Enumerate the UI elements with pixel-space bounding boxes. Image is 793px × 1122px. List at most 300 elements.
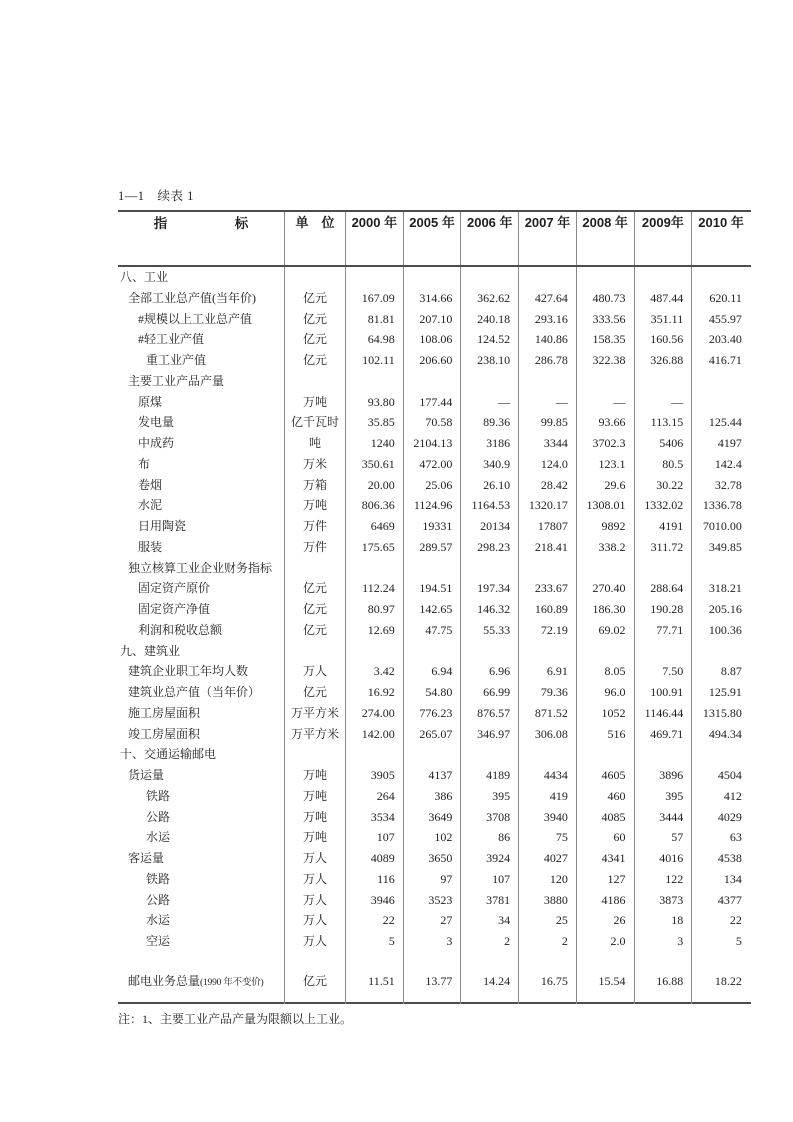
table-row — [118, 599, 751, 620]
value-cell: 66.99 — [461, 682, 519, 703]
indicator-cell: 公路 — [118, 807, 285, 828]
value-cell: 25 — [519, 910, 577, 931]
value-cell: 86 — [461, 827, 519, 848]
value-cell: 194.51 — [404, 578, 462, 599]
value-cell: — — [635, 392, 693, 413]
value-cell — [635, 558, 693, 579]
value-cell: 96.0 — [577, 682, 635, 703]
value-cell: 1124.96 — [404, 495, 462, 516]
value-cell: 100.36 — [708, 622, 742, 637]
value-cell: 6469 — [346, 516, 404, 537]
value-cell: 17807 — [519, 516, 577, 537]
indicator-cell: 八、工业 — [118, 267, 285, 288]
unit-cell: 亿元 — [285, 620, 346, 641]
header-year-2010: 2010 年 — [698, 215, 744, 230]
value-cell: 75 — [519, 827, 577, 848]
value-cell — [692, 558, 750, 579]
table-row — [118, 641, 751, 662]
value-cell: 186.30 — [577, 599, 635, 620]
value-cell: 620.11 — [709, 290, 742, 305]
value-cell: 350.61 — [346, 454, 404, 475]
value-cell: 5 — [735, 934, 742, 948]
unit-cell: 万吨 — [285, 495, 346, 516]
value-cell: 18.22 — [714, 973, 742, 988]
value-cell: 2 — [461, 931, 519, 952]
unit-cell: 亿千瓦时 — [285, 412, 346, 433]
value-cell: 4538 — [717, 851, 742, 865]
table-row — [118, 537, 751, 558]
value-cell: 11.51 — [346, 960, 404, 1004]
value-cell: 107 — [346, 827, 404, 848]
value-cell: 26.10 — [461, 475, 519, 496]
value-cell — [519, 267, 577, 288]
indicator-cell: 邮电业务总量(1990 年不变价) — [118, 960, 285, 1004]
unit-cell — [285, 371, 346, 392]
unit-cell: 亿元 — [285, 329, 346, 350]
header-indicator: 指 标 — [118, 212, 285, 265]
value-cell — [404, 952, 462, 960]
value-cell: 3880 — [519, 890, 577, 911]
table-row — [118, 827, 751, 848]
value-cell: 395 — [635, 786, 693, 807]
value-cell — [519, 371, 577, 392]
table-row — [118, 288, 751, 309]
value-cell: 22 — [729, 913, 742, 928]
value-cell: 3946 — [346, 890, 404, 911]
header-unit: 单 位 — [285, 212, 346, 265]
value-cell: 3940 — [519, 807, 577, 828]
value-cell: 6.96 — [461, 661, 519, 682]
indicator-cell: 固定资产净值 — [118, 599, 285, 620]
value-cell — [635, 952, 693, 960]
value-cell: 22 — [346, 910, 404, 931]
unit-cell: 万件 — [285, 537, 346, 558]
indicator-cell: 布 — [118, 454, 285, 475]
value-cell: 13.77 — [404, 960, 462, 1004]
indicator-cell: 水运 — [118, 910, 285, 931]
value-cell: 140.86 — [519, 329, 577, 350]
value-cell: 80.97 — [346, 599, 404, 620]
table-row — [118, 433, 751, 454]
value-cell: 876.57 — [461, 703, 519, 724]
unit-cell: 万吨 — [285, 807, 346, 828]
value-cell: 29.6 — [577, 475, 635, 496]
unit-cell: 万人 — [285, 910, 346, 931]
table-body — [118, 267, 751, 1002]
value-cell: 289.57 — [404, 537, 462, 558]
value-cell: 18 — [635, 910, 693, 931]
table-row — [118, 661, 751, 682]
value-cell: 776.23 — [404, 703, 462, 724]
value-cell: 34 — [461, 910, 519, 931]
unit-cell: 万平方米 — [285, 703, 346, 724]
value-cell: 298.23 — [461, 537, 519, 558]
table-row — [118, 744, 751, 765]
value-cell: 455.97 — [708, 311, 742, 326]
value-cell: 116 — [346, 869, 404, 890]
value-cell: 286.78 — [519, 350, 577, 371]
value-cell: 346.97 — [461, 724, 519, 745]
value-cell: 207.10 — [404, 309, 462, 330]
value-cell: 8.87 — [720, 664, 742, 679]
unit-cell: 万吨 — [285, 765, 346, 786]
table-row — [118, 267, 751, 288]
value-cell: 57 — [635, 827, 693, 848]
value-cell: 112.24 — [346, 578, 404, 599]
unit-cell: 万吨 — [285, 392, 346, 413]
value-cell — [577, 558, 635, 579]
value-cell: 4027 — [519, 848, 577, 869]
value-cell: 4089 — [346, 848, 404, 869]
value-cell: 80.5 — [635, 454, 693, 475]
value-cell — [461, 267, 519, 288]
value-cell: 5406 — [635, 433, 693, 454]
value-cell: 77.71 — [635, 620, 693, 641]
value-cell — [692, 744, 750, 765]
value-cell: 349.85 — [708, 539, 742, 554]
value-cell: 14.24 — [461, 960, 519, 1004]
table-row — [118, 620, 751, 641]
table-row — [118, 931, 751, 952]
value-cell: 20.00 — [346, 475, 404, 496]
indicator-cell: 十、交通运输邮电 — [118, 744, 285, 765]
header-year-2009: 2009年 — [635, 212, 693, 265]
value-cell — [692, 267, 750, 288]
value-cell — [461, 744, 519, 765]
value-cell: 5 — [346, 931, 404, 952]
value-cell: 3649 — [404, 807, 462, 828]
value-cell: 206.60 — [404, 350, 462, 371]
value-cell: 89.36 — [461, 412, 519, 433]
value-cell — [577, 371, 635, 392]
table-row — [118, 960, 751, 1002]
value-cell — [577, 267, 635, 288]
value-cell: 238.10 — [461, 350, 519, 371]
value-cell: 32.78 — [714, 477, 742, 492]
indicator-cell: 客运量 — [118, 848, 285, 869]
statistical-table — [118, 210, 751, 1004]
unit-cell: 亿元 — [285, 578, 346, 599]
value-cell: 124.52 — [461, 329, 519, 350]
indicator-cell: 独立核算工业企业财务指标 — [118, 558, 285, 579]
value-cell: 108.06 — [404, 329, 462, 350]
value-cell: 362.62 — [461, 288, 519, 309]
value-cell: 3 — [635, 931, 693, 952]
value-cell: 4016 — [635, 848, 693, 869]
table-header-row — [118, 210, 751, 267]
indicator-cell: 利润和税收总额 — [118, 620, 285, 641]
value-cell: 274.00 — [346, 703, 404, 724]
value-cell — [346, 371, 404, 392]
indicator-cell: 水运 — [118, 827, 285, 848]
value-cell: 134 — [723, 871, 742, 886]
value-cell: 122 — [635, 869, 693, 890]
value-cell — [404, 371, 462, 392]
indicator-cell: 重工业产值 — [118, 350, 285, 371]
value-cell: 2.0 — [577, 931, 635, 952]
value-cell: 472.00 — [404, 454, 462, 475]
value-cell: 4377 — [717, 892, 742, 907]
value-cell: 4191 — [635, 516, 693, 537]
unit-cell: 万人 — [285, 848, 346, 869]
value-cell — [346, 952, 404, 960]
value-cell: 63 — [729, 830, 742, 845]
value-cell: 386 — [404, 786, 462, 807]
value-cell: 314.66 — [404, 288, 462, 309]
value-cell: 81.81 — [346, 309, 404, 330]
value-cell: 427.64 — [519, 288, 577, 309]
indicator-cell: 空运 — [118, 931, 285, 952]
value-cell — [404, 641, 462, 662]
value-cell: 125.91 — [708, 685, 742, 699]
indicator-cell: 建筑业总产值（当年价） — [118, 682, 285, 703]
value-cell — [461, 641, 519, 662]
value-cell — [519, 952, 577, 960]
value-cell — [461, 371, 519, 392]
value-cell: 338.2 — [577, 537, 635, 558]
unit-cell: 万人 — [285, 869, 346, 890]
value-cell: 3 — [404, 931, 462, 952]
table-row — [118, 910, 751, 931]
unit-cell — [285, 952, 346, 960]
value-cell — [692, 392, 750, 413]
indicator-cell: 铁路 — [118, 786, 285, 807]
value-cell: 288.64 — [635, 578, 693, 599]
header-year-2007: 2007 年 — [519, 212, 577, 265]
value-cell: 4029 — [717, 809, 742, 824]
value-cell: 4341 — [577, 848, 635, 869]
value-cell: 35.85 — [346, 412, 404, 433]
unit-cell: 亿元 — [285, 350, 346, 371]
indicator-cell: 铁路 — [118, 869, 285, 890]
unit-cell: 万件 — [285, 516, 346, 537]
indicator-cell: 中成药 — [118, 433, 285, 454]
table-row — [118, 350, 751, 371]
unit-cell — [285, 641, 346, 662]
value-cell — [635, 371, 693, 392]
indicator-cell: 主要工业产品产量 — [118, 371, 285, 392]
value-cell: 55.33 — [461, 620, 519, 641]
value-cell: 16.75 — [519, 960, 577, 1004]
unit-cell — [285, 558, 346, 579]
value-cell: 160.56 — [635, 329, 693, 350]
value-cell: 1315.80 — [702, 705, 742, 720]
value-cell — [692, 952, 750, 960]
value-cell — [577, 641, 635, 662]
value-cell: 318.21 — [708, 581, 742, 596]
table-row — [118, 475, 751, 496]
value-cell: 6.91 — [519, 661, 577, 682]
value-cell: 2 — [519, 931, 577, 952]
value-cell: 4504 — [717, 768, 742, 782]
header-year-2006: 2006 年 — [461, 212, 519, 265]
value-cell: 175.65 — [346, 537, 404, 558]
header-year-2005: 2005 年 — [404, 212, 462, 265]
indicator-cell: 九、建筑业 — [118, 641, 285, 662]
value-cell — [635, 641, 693, 662]
indicator-cell: #规模以上工业总产值 — [118, 309, 285, 330]
value-cell: 197.34 — [461, 578, 519, 599]
value-cell: 79.36 — [519, 682, 577, 703]
value-cell: 340.9 — [461, 454, 519, 475]
value-cell: 3186 — [461, 433, 519, 454]
value-cell: 233.67 — [519, 578, 577, 599]
indicator-cell: 建筑企业职工年均人数 — [118, 661, 285, 682]
value-cell: 70.58 — [404, 412, 462, 433]
value-cell: 146.32 — [461, 599, 519, 620]
table-row — [118, 869, 751, 890]
value-cell: 3702.3 — [577, 433, 635, 454]
value-cell — [346, 267, 404, 288]
value-cell: 3.42 — [346, 661, 404, 682]
value-cell: 120 — [519, 869, 577, 890]
table-row — [118, 329, 751, 350]
value-cell: 1164.53 — [461, 495, 519, 516]
table-row — [118, 454, 751, 475]
value-cell — [635, 744, 693, 765]
value-cell: 27 — [404, 910, 462, 931]
value-cell: 142.4 — [714, 456, 742, 471]
value-cell: 395 — [461, 786, 519, 807]
table-row — [118, 578, 751, 599]
table-row — [118, 890, 751, 911]
indicator-cell: 水泥 — [118, 495, 285, 516]
value-cell: 107 — [461, 869, 519, 890]
value-cell: 240.18 — [461, 309, 519, 330]
table-row — [118, 371, 751, 392]
value-cell: 142.65 — [404, 599, 462, 620]
value-cell: 102.11 — [346, 350, 404, 371]
value-cell: 25.06 — [404, 475, 462, 496]
value-cell: 16.88 — [635, 960, 693, 1004]
value-cell: 293.16 — [519, 309, 577, 330]
table-label: 1—1 续表 1 — [118, 189, 194, 203]
value-cell: 127 — [577, 869, 635, 890]
unit-cell: 万吨 — [285, 827, 346, 848]
value-cell: 265.07 — [404, 724, 462, 745]
unit-cell: 万吨 — [285, 786, 346, 807]
value-cell: 30.22 — [635, 475, 693, 496]
value-cell: 460 — [577, 786, 635, 807]
indicator-suffix: (1990 年不变价) — [200, 977, 264, 988]
table-row — [118, 516, 751, 537]
value-cell: 322.38 — [577, 350, 635, 371]
unit-cell: 亿元 — [285, 288, 346, 309]
value-cell: — — [461, 392, 519, 413]
value-cell: 871.52 — [519, 703, 577, 724]
footnote: 注：1、主要工业产品产量为限额以上工业。 — [118, 1012, 353, 1026]
value-cell: 158.35 — [577, 329, 635, 350]
value-cell: 3534 — [346, 807, 404, 828]
value-cell: 264 — [346, 786, 404, 807]
value-cell: 412 — [723, 788, 742, 803]
value-cell: 125.44 — [708, 415, 742, 430]
value-cell: 3924 — [461, 848, 519, 869]
unit-cell: 万人 — [285, 931, 346, 952]
value-cell: 487.44 — [635, 288, 693, 309]
value-cell — [519, 558, 577, 579]
value-cell: 190.28 — [635, 599, 693, 620]
value-cell: 20134 — [461, 516, 519, 537]
value-cell: 16.92 — [346, 682, 404, 703]
value-cell: 3708 — [461, 807, 519, 828]
value-cell — [692, 371, 750, 392]
value-cell: 218.41 — [519, 537, 577, 558]
value-cell: 480.73 — [577, 288, 635, 309]
value-cell — [692, 641, 750, 662]
indicator-cell: 原煤 — [118, 392, 285, 413]
value-cell: 8.05 — [577, 661, 635, 682]
value-cell: 1332.02 — [635, 495, 693, 516]
table-row — [118, 807, 751, 828]
value-cell: 123.1 — [577, 454, 635, 475]
indicator-cell: 货运量 — [118, 765, 285, 786]
value-cell: 4605 — [577, 765, 635, 786]
value-cell: 100.91 — [635, 682, 693, 703]
table-row — [118, 724, 751, 745]
value-cell: 3873 — [635, 890, 693, 911]
spacer-row — [118, 952, 751, 960]
value-cell — [404, 267, 462, 288]
value-cell: 93.80 — [346, 392, 404, 413]
unit-cell: 万人 — [285, 890, 346, 911]
indicator-cell — [118, 952, 285, 960]
value-cell: 3344 — [519, 433, 577, 454]
table-row — [118, 495, 751, 516]
value-cell: 113.15 — [635, 412, 693, 433]
value-cell: 416.71 — [708, 353, 742, 367]
indicator-cell: 施工房屋面积 — [118, 703, 285, 724]
value-cell: 72.19 — [519, 620, 577, 641]
value-cell: 1240 — [346, 433, 404, 454]
value-cell: 351.11 — [635, 309, 693, 330]
value-cell: 3905 — [346, 765, 404, 786]
value-cell: 4186 — [577, 890, 635, 911]
value-cell: 124.0 — [519, 454, 577, 475]
table-row — [118, 703, 751, 724]
unit-cell: 亿元 — [285, 682, 346, 703]
unit-cell: 亿元 — [285, 309, 346, 330]
table-row — [118, 786, 751, 807]
value-cell: 54.80 — [404, 682, 462, 703]
indicator-cell: 全部工业总产值(当年价) — [118, 288, 285, 309]
unit-cell: 万箱 — [285, 475, 346, 496]
unit-cell — [285, 744, 346, 765]
value-cell: 2104.13 — [404, 433, 462, 454]
indicator-cell: 固定资产原价 — [118, 578, 285, 599]
value-cell — [346, 744, 404, 765]
value-cell: 28.42 — [519, 475, 577, 496]
value-cell: 326.88 — [635, 350, 693, 371]
value-cell: 306.08 — [519, 724, 577, 745]
value-cell — [577, 744, 635, 765]
value-cell: 177.44 — [404, 392, 462, 413]
value-cell: 4189 — [461, 765, 519, 786]
value-cell — [577, 952, 635, 960]
value-cell: 3896 — [635, 765, 693, 786]
value-cell: 1052 — [577, 703, 635, 724]
table-row — [118, 558, 751, 579]
value-cell: 4434 — [519, 765, 577, 786]
value-cell: — — [519, 392, 577, 413]
indicator-cell: 卷烟 — [118, 475, 285, 496]
value-cell: 4197 — [717, 436, 742, 450]
value-cell: 142.00 — [346, 724, 404, 745]
value-cell: 419 — [519, 786, 577, 807]
value-cell — [519, 641, 577, 662]
table-row — [118, 682, 751, 703]
value-cell: — — [577, 392, 635, 413]
